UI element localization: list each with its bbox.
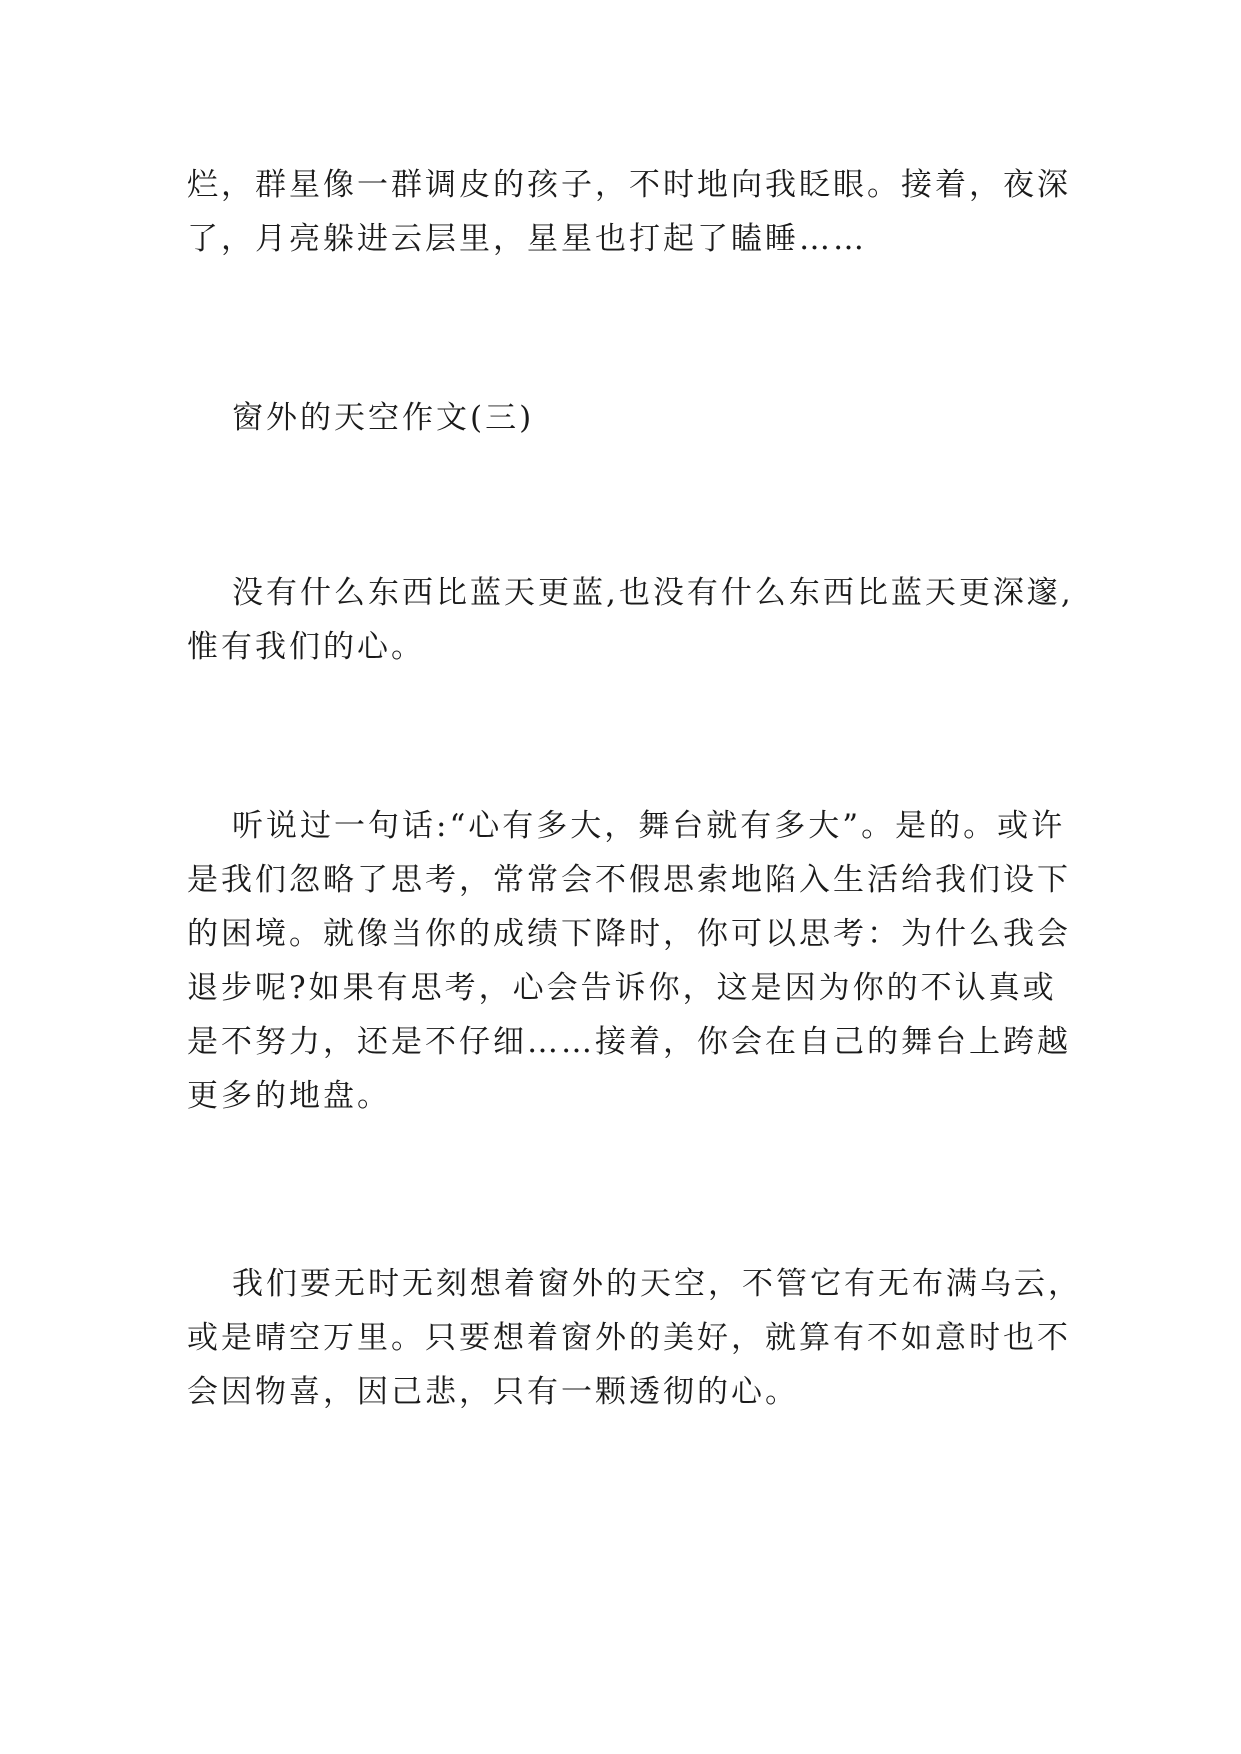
paragraph-line: 的困境。就像当你的成绩下降时，你可以思考：为什么我会 [187,916,1071,952]
paragraph-line: 是不努力，还是不仔细……接着，你会在自己的舞台上跨越 [187,1024,1071,1060]
paragraph-line: 听说过一句话:“心有多大，舞台就有多大”。是的。或许 [232,808,1066,844]
paragraph-line: 惟有我们的心。 [187,629,425,665]
paragraph-line: 退步呢?如果有思考，心会告诉你，这是因为你的不认真或 [187,970,1057,1006]
paragraph-line: 或是晴空万里。只要想着窗外的美好，就算有不如意时也不 [187,1320,1071,1356]
paragraph-line: 了，月亮躲进云层里，星星也打起了瞌睡…… [187,221,867,257]
paragraph-line: 会因物喜，因己悲，只有一颗透彻的心。 [187,1374,799,1410]
paragraph [187,799,1071,1123]
paragraph-line: 是我们忽略了思考，常常会不假思索地陷入生活给我们设下 [187,862,1071,898]
paragraph-line: 烂，群星像一群调皮的孩子，不时地向我眨眼。接着，夜深 [187,167,1071,203]
section-heading [187,391,1067,445]
paragraph [187,566,1074,674]
paragraph-line: 更多的地盘。 [187,1078,391,1114]
section-heading-text: 窗外的天空作文(三) [232,400,535,436]
paragraph-continued [187,158,1071,266]
paragraph [187,1257,1082,1419]
paragraph-line: 没有什么东西比蓝天更蓝,也没有什么东西比蓝天更深邃, [232,575,1074,611]
paragraph-line: 我们要无时无刻想着窗外的天空，不管它有无布满乌云， [232,1266,1082,1302]
